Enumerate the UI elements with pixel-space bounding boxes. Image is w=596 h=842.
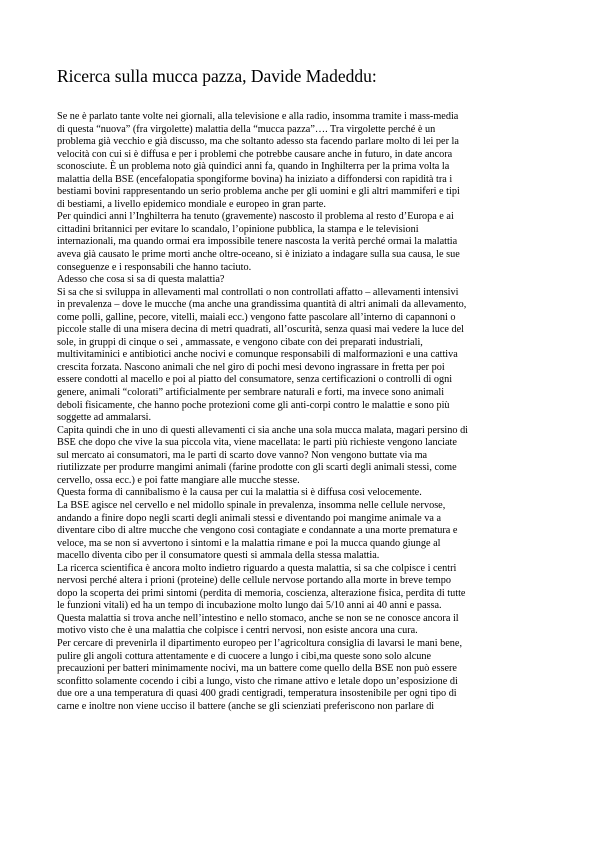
body-text-line: Capita quindi che in uno di questi allevamenti ci sia anche una sola mucca malata, magari persino di	[57, 424, 469, 436]
body-text-line: sole, in gruppi di cinque o sei , ammassate, e vengono cibate con dei preparati industriali,	[57, 336, 423, 348]
body-text-line: andando a finire dopo negli scarti degli animali stessi e diventando poi mangime animale va a	[57, 512, 442, 524]
body-text-line: veloce, ma se non si avvertono i sintomi e la malattia rimane e poi la mucca quando giunge al	[57, 537, 441, 549]
body-text-line: motivo visto che è una malattia che colpisce i centri nervosi, non esiste ancora una cura.	[57, 625, 418, 637]
body-text-line: Per cercare di prevenirla il dipartimento europeo per l’agricoltura consiglia di lavarsi le mani bene,	[57, 637, 463, 649]
body-text-line: Questa forma di cannibalismo è la causa per cui la malattia si è diffusa così velocemente.	[57, 487, 422, 499]
body-text-line: precauzioni per batteri minimamente nocivi, ma un battere come quello della BSE non può essere	[57, 663, 457, 675]
body-text-line: internazionali, ma quando ormai era impossibile tenere nascosta la verità perché ormai la malattia	[57, 236, 458, 248]
body-text-line: sconosciute. È un problema noto già quindici anni fa, quando in Inghilterra per la prima volta la	[57, 161, 450, 173]
body-text-line: soggette ad ammalarsi.	[57, 412, 152, 424]
body-text-line: aveva già causato le prime morti anche oltre-oceano, si è iniziato a indagare sulla sua causa, le sue	[57, 249, 460, 261]
body-text-line: le funzioni vitali) ed ha un tempo di incubazione molto lungo dai 5/10 anni ai 40 anni e passa.	[57, 600, 442, 612]
body-text-line: crescita forzata. Nascono animali che nel giro di pochi mesi devono ingrassare in fretta per poi	[57, 361, 445, 373]
body-text-line: bestiami bovini rappresentando un serio problema anche per gli uomini e gli altri mammiferi e tipi	[57, 186, 460, 198]
body-text-line: deboli fisicamente, che hanno poche protezioni come gli anti-corpi contro le malattie e sono più	[57, 399, 450, 411]
body-text-line: Per quindici anni l’Inghilterra ha tenuto (gravemente) nascosto il problema al resto d’Europa e ai	[57, 211, 454, 223]
body-text-line: cervello, ossa ecc.) e poi fatte mangiare alle mucche stesse.	[57, 474, 300, 486]
body-text-line: dopo la scoperta dei primi sintomi (perdita di memoria, coscienza, alterazione fisica, perdita di tutte	[57, 587, 466, 599]
body-text-line: cittadini britannici per evitare lo scandalo, l’opinione pubblica, la stampa e le televisioni	[57, 223, 419, 235]
body-text-line: La ricerca scientifica è ancora molto indietro riguardo a questa malattia, si sa che colpisce i centri	[57, 562, 457, 574]
body-text-line: piccole stalle di una misera decina di metri quadrati, all’oscurità, senza quasi mai vedere la luce del	[57, 324, 465, 336]
body-text-line: essere condotti al macello e poi al piatto del consumatore, senza certificazioni o controlli di ogni	[57, 374, 453, 386]
body-text-line: di questa “nuova” (fra virgolette) malattia della “mucca pazza”…. Tra virgolette perché è un	[57, 123, 436, 135]
body-text-line: multivitaminici e antibiotici anche nocivi e comunque responsabili di malformazioni e una cattiva	[57, 349, 458, 361]
body-text-line: malattia della BSE (encefalopatia spongiforme bovina) ha iniziato a diffondersi con rapidità tra i	[57, 173, 453, 185]
document-body	[57, 111, 557, 713]
body-text-line: Si sa che si sviluppa in allevamenti mal controllati o non controllati affatto – allevamenti intensivi	[57, 286, 459, 298]
body-text-line: macello diventa cibo per il consumatore questi si ammala della stessa malattia.	[57, 550, 380, 562]
body-text-line: di bestiami, a livello epidemico mondiale e europeo in gran parte.	[57, 198, 326, 210]
body-text-line: sconfitto solamente cocendo i cibi a lungo, visto che rimane attivo e letale dopo un’esposizione di	[57, 675, 458, 687]
body-text-line: Se ne è parlato tante volte nei giornali, alla televisione e alla radio, insomma tramite i mass-media	[57, 111, 459, 122]
body-text-line: sul mercato ai consumatori, ma le parti di scarto dove vanno? Non vengono buttate via ma	[57, 449, 428, 461]
body-text-line: diventare cibo di altre mucche che vengono così contagiate e condannate a una morte prematura e	[57, 525, 458, 537]
body-text-line: nervosi perché altera i prioni (proteine) delle cellule nervose portando alla morte in breve tempo	[57, 575, 451, 587]
body-text-line: BSE che dopo che vive la sua piccola vita, viene macellata: le parti più richieste vengono lanciate	[57, 437, 457, 449]
body-text-line: Adesso che cosa si sa di questa malattia?	[57, 274, 225, 286]
body-text-line: pulire gli angoli cottura attentamente e di cuocere a lungo i cibi,ma queste sono solo alcune	[57, 650, 432, 662]
body-text-line: due ore a una temperatura di quasi 400 gradi centigradi, temperatura insostenibile per ogni tipo di	[57, 688, 457, 700]
body-text-line: carne e inoltre non viene ucciso il battere (anche se gli scienziati preferiscono non parlare di	[57, 700, 435, 712]
document-title: Ricerca sulla mucca pazza, Davide Madeddu:	[57, 66, 377, 86]
body-text-line: conseguenze e i responsabili che hanno taciuto.	[57, 261, 252, 273]
body-text-line: problema già vecchio e già discusso, ma che soltanto adesso sta facendo parlare molto di lei per la	[57, 136, 459, 148]
body-text-line: genere, animali “colorati” artificialmente per sembrare naturali e forti, ma invece sono animali	[57, 387, 445, 399]
body-text-line: velocità con cui si è diffusa e per i problemi che potrebbe causare anche in futuro, in date ancora	[57, 148, 453, 160]
body-text-line: come polli, galline, pecore, vitelli, maiali ecc.) vengono fatte pascolare all’interno di capannoni o	[57, 311, 456, 323]
body-text-line: La BSE agisce nel cervello e nel midollo spinale in prevalenza, insomma nelle cellule nervose,	[57, 499, 446, 511]
body-text-line: Questa malattia si trova anche nell’intestino e nello stomaco, anche se non se ne conosce ancora il	[57, 612, 459, 624]
body-text-line: in prevalenza – dove le mucche (ma anche una grandissima quantità di altri animali da allevamento,	[57, 299, 467, 311]
body-text-line: riutilizzate per produrre mangimi animali (farine prodotte con gli scarti degli animali stessi, come	[57, 462, 457, 474]
